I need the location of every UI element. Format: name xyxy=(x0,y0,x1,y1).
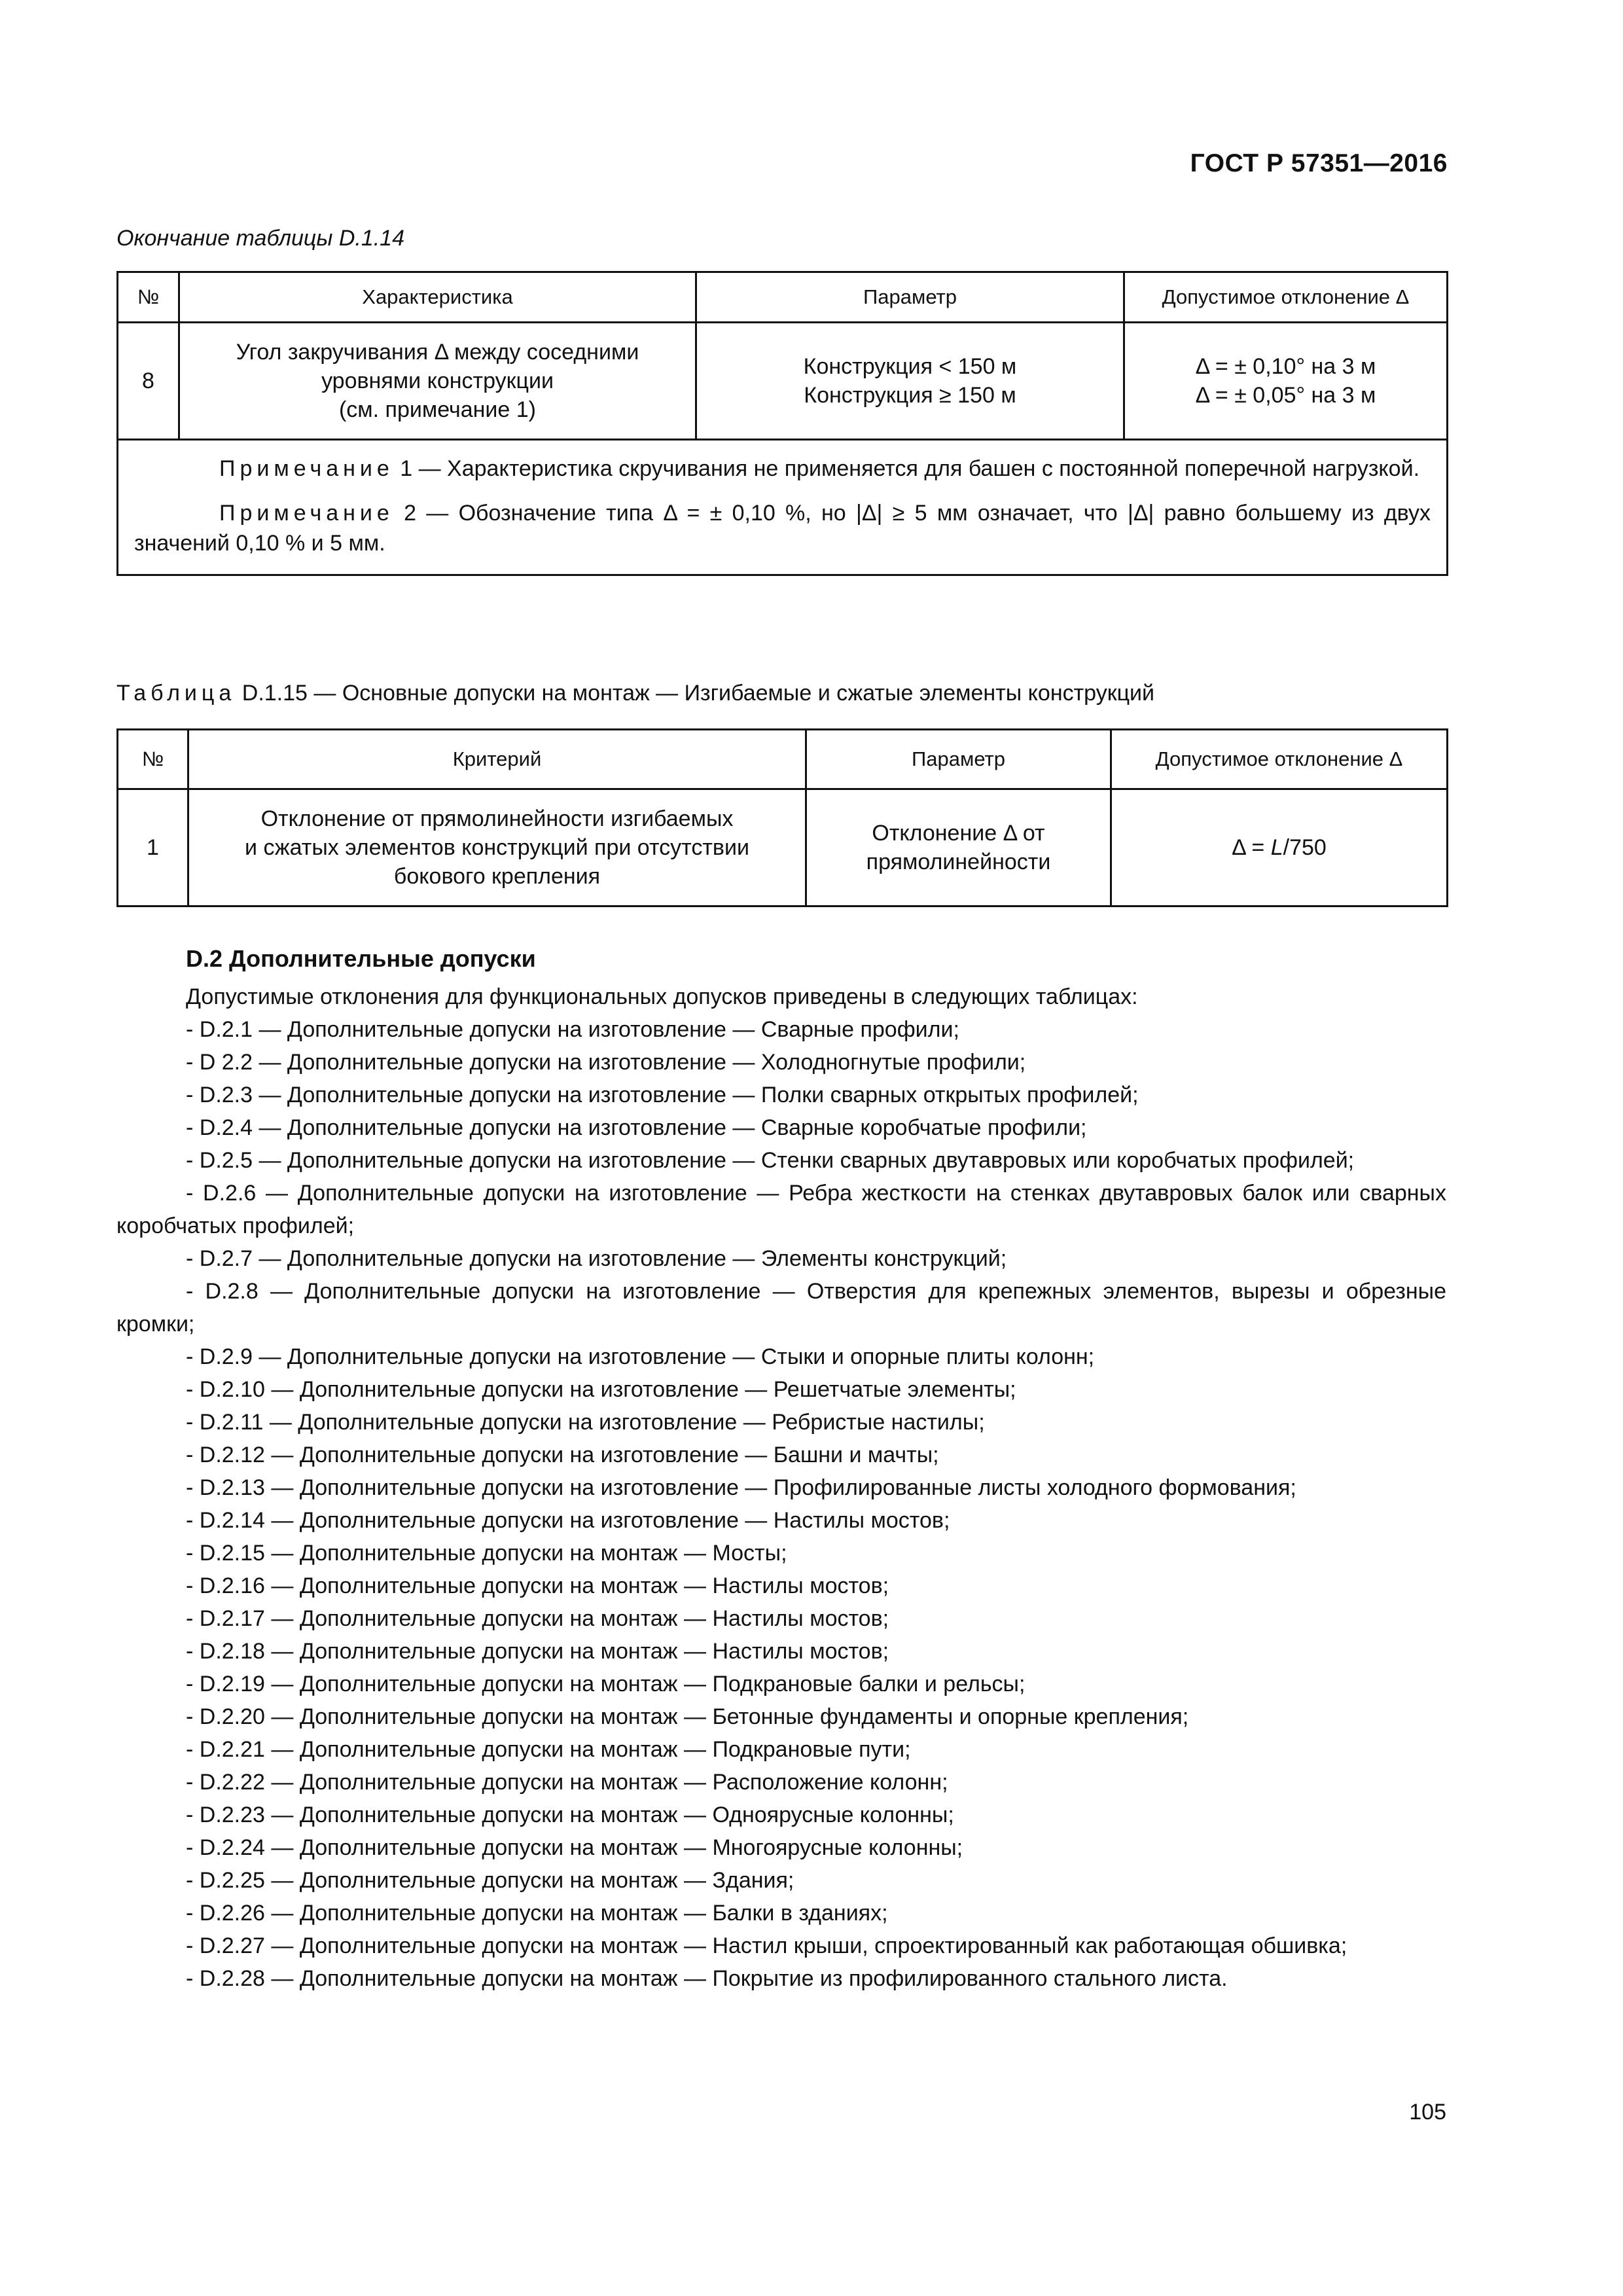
list-item: - D.2.3 — Дополнительные допуски на изготовление — Полки сварных открытых профилей; xyxy=(186,1083,1139,1107)
cell-line: уровнями конструкции xyxy=(321,368,554,393)
list-item: - D.2.7 — Дополнительные допуски на изготовление — Элементы конструкций; xyxy=(186,1246,1007,1271)
notes-cell xyxy=(118,440,1448,575)
cell-line: (см. примечание 1) xyxy=(338,397,537,422)
table-d-1-15 xyxy=(116,728,1448,907)
header-num: № xyxy=(118,272,179,323)
deviation-variable: L xyxy=(1270,835,1283,860)
cell-line: Конструкция < 150 м xyxy=(803,354,1017,379)
note-1 xyxy=(134,454,1431,484)
list-item: - D.2.9 — Дополнительные допуски на изготовление — Стыки и опорные плиты колонн; xyxy=(186,1344,1095,1369)
cell-line: бокового крепления xyxy=(393,864,601,889)
cell-line: прямолинейности xyxy=(866,850,1051,874)
cell-line: Отклонение от прямолинейности изгибаемых xyxy=(260,806,734,831)
list-item: - D.2.1 — Дополнительные допуски на изготовление — Сварные профили; xyxy=(186,1017,959,1042)
list-item: - D.2.18 — Дополнительные допуски на монтаж — Настилы мостов; xyxy=(186,1639,889,1664)
header-deviation: Допустимое отклонение Δ xyxy=(1124,272,1448,323)
table-d-1-14-end xyxy=(116,271,1448,576)
table-continuation-caption: Окончание таблицы D.1.14 xyxy=(116,226,404,251)
deviation-suffix: /750 xyxy=(1283,835,1327,860)
table-header-row xyxy=(118,730,1448,789)
note-text: 2 — Обозначение типа Δ = ± 0,10 %, но |Δ| ≥ 5 мм означает, что |Δ| равно большему из двух значений 0,10 % и 5 мм. xyxy=(134,501,1431,556)
section-title: D.2 Дополнительные допуски xyxy=(186,945,536,972)
list-item: - D 2.2 — Дополнительные допуски на изготовление — Холодногнутые профили; xyxy=(186,1050,1026,1075)
list-item: - D.2.6 — Дополнительные допуски на изготовление — Ребра жесткости на стенках двутавровых балок или сварных коробчатых профилей; xyxy=(116,1181,1446,1238)
header-deviation: Допустимое отклонение Δ xyxy=(1111,730,1448,789)
list-item: - D.2.17 — Дополнительные допуски на монтаж — Настилы мостов; xyxy=(186,1606,889,1631)
list-item: - D.2.8 — Дополнительные допуски на изготовление — Отверстия для крепежных элементов, вырезы и обрезные кромки; xyxy=(116,1279,1446,1336)
list-item: - D.2.28 — Дополнительные допуски на монтаж — Покрытие из профилированного стального листа. xyxy=(186,1966,1228,1991)
cell-line: Δ = ± 0,10° на 3 м xyxy=(1195,354,1376,379)
header-characteristic: Характеристика xyxy=(179,272,696,323)
deviation-prefix: Δ = xyxy=(1232,835,1271,860)
document-code: ГОСТ Р 57351—2016 xyxy=(1190,149,1448,177)
list-item: - D.2.11 — Дополнительные допуски на изготовление — Ребристые настилы; xyxy=(186,1410,985,1435)
list-item: - D.2.14 — Дополнительные допуски на изготовление — Настилы мостов; xyxy=(186,1508,950,1533)
table-d-1-15-caption xyxy=(116,681,1154,706)
cell-parameter xyxy=(806,789,1111,906)
table-row xyxy=(118,323,1448,440)
header-num: № xyxy=(118,730,188,789)
list-item: - D.2.22 — Дополнительные допуски на монтаж — Расположение колонн; xyxy=(186,1770,948,1795)
list-item: - D.2.13 — Дополнительные допуски на изготовление — Профилированные листы холодного формования; xyxy=(186,1475,1296,1500)
header-criterion: Критерий xyxy=(188,730,806,789)
list-item: - D.2.10 — Дополнительные допуски на изготовление — Решетчатые элементы; xyxy=(186,1377,1016,1402)
list-item: - D.2.27 — Дополнительные допуски на монтаж — Настил крыши, спроектированный как работающая обшивка; xyxy=(186,1933,1347,1958)
notes-row xyxy=(118,440,1448,575)
cell-num: 1 xyxy=(118,789,188,906)
list-item: - D.2.16 — Дополнительные допуски на монтаж — Настилы мостов; xyxy=(186,1573,889,1598)
list-item: - D.2.26 — Дополнительные допуски на монтаж — Балки в зданиях; xyxy=(186,1901,888,1926)
list-item: - D.2.20 — Дополнительные допуски на монтаж — Бетонные фундаменты и опорные крепления; xyxy=(186,1704,1189,1729)
section-d-2 xyxy=(116,942,1446,1995)
list-item: - D.2.25 — Дополнительные допуски на монтаж — Здания; xyxy=(186,1868,794,1893)
table-header-row xyxy=(118,272,1448,323)
cell-line: Угол закручивания Δ между соседними xyxy=(236,340,639,365)
caption-label: Таблица xyxy=(116,681,236,706)
note-label: Примечание xyxy=(219,456,394,481)
cell-line: Δ = ± 0,05° на 3 м xyxy=(1195,383,1376,408)
table-row xyxy=(118,789,1448,906)
cell-parameter xyxy=(696,323,1124,440)
header-parameter: Параметр xyxy=(696,272,1124,323)
header-parameter: Параметр xyxy=(806,730,1111,789)
table-reference-list xyxy=(116,1013,1446,1995)
cell-num: 8 xyxy=(118,323,179,440)
section-intro: Допустимые отклонения для функциональных допусков приведены в следующих таблицах: xyxy=(186,984,1138,1009)
list-item: - D.2.12 — Дополнительные допуски на изготовление — Башни и мачты; xyxy=(186,1443,939,1467)
caption-text: D.1.15 — Основные допуски на монтаж — Изгибаемые и сжатые элементы конструкций xyxy=(236,681,1155,706)
note-label: Примечание xyxy=(219,501,394,526)
list-item: - D.2.21 — Дополнительные допуски на монтаж — Подкрановые пути; xyxy=(186,1737,911,1762)
list-item: - D.2.5 — Дополнительные допуски на изготовление — Стенки сварных двутавровых или коробчатых профилей; xyxy=(186,1148,1355,1173)
cell-line: Конструкция ≥ 150 м xyxy=(804,383,1016,408)
cell-deviation xyxy=(1111,789,1448,906)
note-text: 1 — Характеристика скручивания не применяется для башен с постоянной поперечной нагрузкой. xyxy=(393,456,1420,481)
list-item: - D.2.15 — Дополнительные допуски на монтаж — Мосты; xyxy=(186,1541,787,1566)
page-number: 105 xyxy=(1409,2100,1446,2125)
cell-line: Отклонение Δ от xyxy=(872,821,1045,846)
list-item: - D.2.19 — Дополнительные допуски на монтаж — Подкрановые балки и рельсы; xyxy=(186,1672,1026,1696)
cell-criterion xyxy=(188,789,806,906)
cell-characteristic xyxy=(179,323,696,440)
cell-line: и сжатых элементов конструкций при отсутствии xyxy=(245,835,749,860)
list-item: - D.2.24 — Дополнительные допуски на монтаж — Многоярусные колонны; xyxy=(186,1835,963,1860)
cell-deviation xyxy=(1124,323,1448,440)
list-item: - D.2.23 — Дополнительные допуски на монтаж — Одноярусные колонны; xyxy=(186,1803,954,1827)
list-item: - D.2.4 — Дополнительные допуски на изготовление — Сварные коробчатые профили; xyxy=(186,1115,1087,1140)
note-2 xyxy=(134,498,1431,558)
